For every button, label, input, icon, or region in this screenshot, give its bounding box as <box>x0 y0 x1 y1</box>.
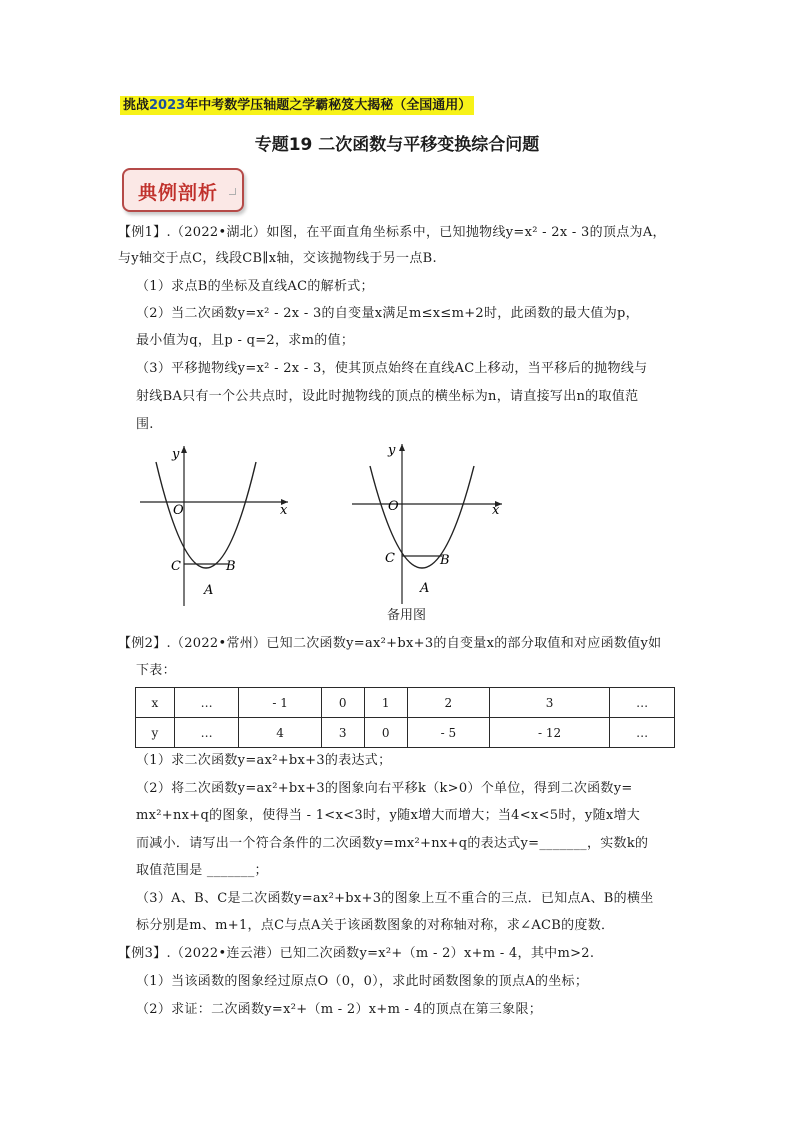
ex1-part-3-cont: 射线BA只有一个公共点时，设此时抛物线的顶点的横坐标为n，请直接写出n的取值范 <box>136 389 639 404</box>
ex1-part-3-end: 围. <box>136 417 154 432</box>
fig1-label-b: B <box>226 559 236 574</box>
ex2-part-1: （1）求二次函数y=ax²+bx+3的表达式； <box>136 753 392 768</box>
table-cell: 1 <box>364 688 407 718</box>
ex3-line-1: 【例3】.（2022•连云港）已知二次函数y=x²+（m - 2）x+m - 4，其中m>2. <box>118 946 595 961</box>
table-cell: … <box>610 718 675 748</box>
fig1-label-x: x <box>280 503 288 518</box>
table-cell: 4 <box>239 718 321 748</box>
table-cell: … <box>174 718 239 748</box>
series-suffix: 年中考数学压轴题之学霸秘笈大揭秘（全国通用） <box>185 98 472 113</box>
value-table <box>135 687 675 748</box>
ex1-part-2: （2）当二次函数y=x² - 2x - 3的自变量x满足m≤x≤m+2时，此函数的最大值为p， <box>136 306 639 321</box>
table-cell: 2 <box>407 688 489 718</box>
table-row-x <box>136 688 675 718</box>
ex3-part-2: （2）求证：二次函数y=x²+（m - 2）x+m - 4的顶点在第三象限； <box>136 1002 543 1017</box>
series-year: 2023 <box>149 98 186 113</box>
series-banner <box>120 96 474 115</box>
figure-caption: 备用图 <box>387 608 427 623</box>
series-prefix: 挑战 <box>123 98 150 113</box>
fig1-label-a: A <box>204 583 214 598</box>
table-cell: 0 <box>364 718 407 748</box>
return-mark-icon <box>229 188 236 195</box>
ex1-line-2: 与y轴交于点C，线段CB∥x轴，交该抛物线于另一点B. <box>118 251 437 266</box>
ex2-part-2: （2）将二次函数y=ax²+bx+3的图象向右平移k（k>0）个单位，得到二次函数y= <box>136 781 633 796</box>
ex1-line-1: 【例1】.（2022•湖北）如图，在平面直角坐标系中，已知抛物线y=x² - 2x - 3的顶点为A， <box>118 225 666 240</box>
table-cell: - 5 <box>407 718 489 748</box>
fig2-label-o: O <box>388 499 399 514</box>
ex2-part-3: （3）A、B、C是二次函数y=ax²+bx+3的图象上互不重合的三点．已知点A、B的横坐 <box>136 891 654 906</box>
fig1-y-arrow-icon <box>181 446 187 453</box>
fig1-label-o: O <box>173 503 184 518</box>
ex1-part-1: （1）求点B的坐标及直线AC的解析式； <box>136 279 374 294</box>
ex1-part-2-cont: 最小值为q，且p - q=2，求m的值； <box>136 333 355 348</box>
fig2-label-a: A <box>420 581 430 596</box>
figure-1-parabola <box>140 440 300 610</box>
fig2-label-x: x <box>492 503 500 518</box>
section-label: 典例剖析 <box>138 182 219 204</box>
fig1-label-y: y <box>172 447 180 462</box>
fig2-label-b: B <box>440 553 450 568</box>
ex2-part-2-cont-3: 取值范围是 _______； <box>136 863 268 878</box>
fig1-parabola-curve <box>156 462 256 568</box>
fig2-label-y: y <box>388 443 396 458</box>
ex2-line-2: 下表： <box>136 663 176 678</box>
table-row-y <box>136 718 675 748</box>
table-cell: 3 <box>321 718 364 748</box>
table-cell: y <box>136 718 175 748</box>
ex2-part-2-cont-2: 而减小．请写出一个符合条件的二次函数y=mx²+nx+q的表达式y=_______，实数k的 <box>136 836 649 851</box>
table-cell: - 12 <box>489 718 609 748</box>
table-cell: 3 <box>489 688 609 718</box>
table-cell: 0 <box>321 688 364 718</box>
section-badge <box>122 168 244 212</box>
fig1-label-c: C <box>171 559 181 574</box>
table-cell: x <box>136 688 175 718</box>
page-title: 专题19 二次函数与平移变换综合问题 <box>254 135 540 155</box>
table-cell: … <box>610 688 675 718</box>
figure-2-parabola <box>352 436 512 606</box>
ex2-part-2-cont-1: mx²+nx+q的图象，使得当 - 1<x<3时，y随x增大而增大；当4<x<5时，y随x增大 <box>136 808 641 823</box>
fig2-y-arrow-icon <box>399 444 405 451</box>
ex2-part-3-cont: 标分别是m、m+1，点C与点A关于该函数图象的对称轴对称，求∠ACB的度数． <box>136 918 615 933</box>
table-cell: … <box>174 688 239 718</box>
ex1-part-3: （3）平移抛物线y=x² - 2x - 3，使其顶点始终在直线AC上移动，当平移后的抛物线与 <box>136 361 648 376</box>
fig2-label-c: C <box>385 551 395 566</box>
ex3-part-1: （1）当该函数的图象经过原点O（0，0），求此时函数图象的顶点A的坐标； <box>136 974 589 989</box>
table-cell: - 1 <box>239 688 321 718</box>
ex2-line-1: 【例2】.（2022•常州）已知二次函数y=ax²+bx+3的自变量x的部分取值和对应函数值y如 <box>118 636 662 651</box>
